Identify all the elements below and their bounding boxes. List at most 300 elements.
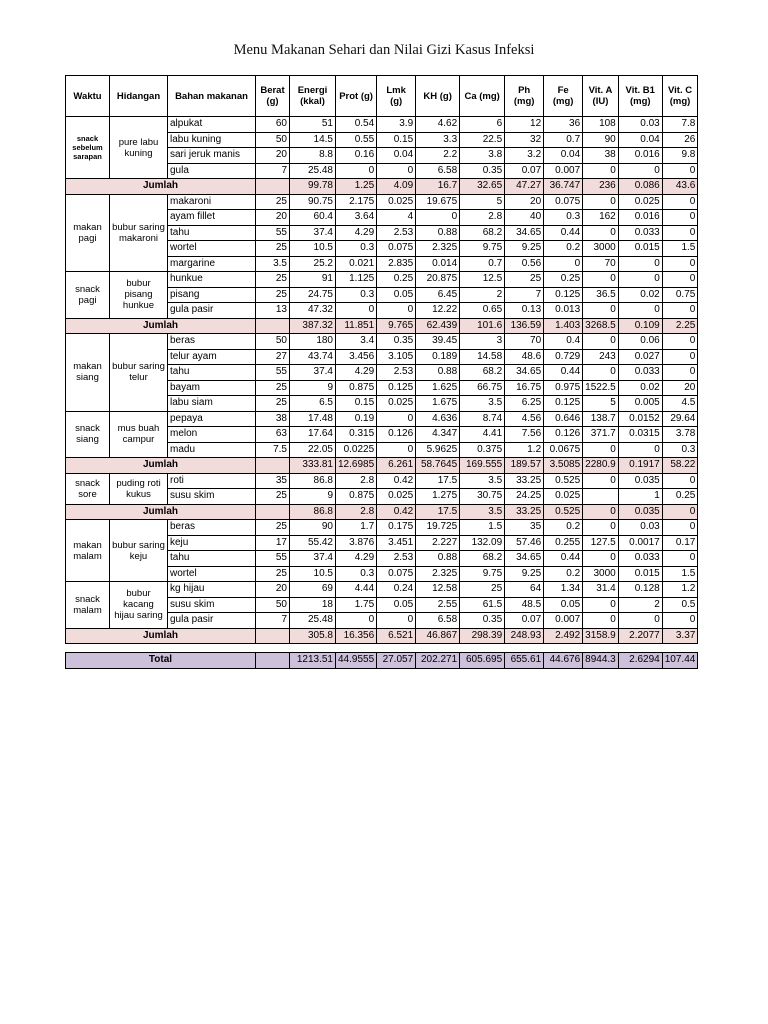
value-cell: 14.5 <box>290 132 336 148</box>
value-cell: 0.04 <box>618 132 662 148</box>
value-cell: 0.07 <box>505 163 544 179</box>
total-value: 1213.51 <box>290 653 336 669</box>
value-cell: 0 <box>336 613 377 629</box>
subtotal-value: 2.2077 <box>618 628 662 644</box>
value-cell: 8.74 <box>460 411 505 427</box>
value-cell: 0.125 <box>544 396 583 412</box>
value-cell: 24.25 <box>505 489 544 505</box>
value-cell: 1.7 <box>336 520 377 536</box>
table-row <box>66 334 698 350</box>
value-cell: 0.35 <box>460 613 505 629</box>
hidangan-cell: bubur pisang hunkue <box>110 272 168 319</box>
value-cell: 0.525 <box>544 473 583 489</box>
value-cell: 68.2 <box>460 365 505 381</box>
total-value: 107.44 <box>662 653 698 669</box>
value-cell: 47.32 <box>290 303 336 319</box>
value-cell: 1.75 <box>336 597 377 613</box>
subtotal-value: 58.22 <box>662 458 698 474</box>
subtotal-value: 236 <box>583 179 619 195</box>
value-cell: 6.58 <box>416 613 460 629</box>
value-cell: 51 <box>290 117 336 133</box>
value-cell: 0.075 <box>377 566 416 582</box>
value-cell: 37.4 <box>290 225 336 241</box>
value-cell: 90 <box>583 132 619 148</box>
value-cell: 0.025 <box>544 489 583 505</box>
value-cell: 55 <box>256 551 290 567</box>
value-cell: 6.25 <box>505 396 544 412</box>
subtotal-value: 9.765 <box>377 318 416 334</box>
food-name-cell: tahu <box>168 365 256 381</box>
value-cell: 0.02 <box>618 287 662 303</box>
col-header: Prot (g) <box>336 76 377 117</box>
value-cell: 3 <box>460 334 505 350</box>
value-cell: 0.2 <box>544 241 583 257</box>
value-cell: 50 <box>256 334 290 350</box>
value-cell: 0.07 <box>505 613 544 629</box>
value-cell: 0.255 <box>544 535 583 551</box>
value-cell: 16.75 <box>505 380 544 396</box>
hidangan-cell: pure labu kuning <box>110 117 168 179</box>
total-value: 202.271 <box>416 653 460 669</box>
value-cell: 0 <box>662 551 698 567</box>
value-cell: 25 <box>256 194 290 210</box>
food-name-cell: telur ayam <box>168 349 256 365</box>
value-cell: 0.125 <box>377 380 416 396</box>
value-cell: 34.65 <box>505 365 544 381</box>
value-cell: 25 <box>505 272 544 288</box>
value-cell: 3.5 <box>460 473 505 489</box>
value-cell: 32 <box>505 132 544 148</box>
total-label: Total <box>66 653 256 669</box>
value-cell: 33.25 <box>505 473 544 489</box>
value-cell: 0.0225 <box>336 442 377 458</box>
value-cell: 0 <box>377 411 416 427</box>
value-cell: 1.675 <box>416 396 460 412</box>
value-cell: 0 <box>618 163 662 179</box>
subtotal-value: 58.7645 <box>416 458 460 474</box>
value-cell: 0.06 <box>618 334 662 350</box>
value-cell: 26 <box>662 132 698 148</box>
value-cell: 0.016 <box>618 210 662 226</box>
value-cell: 0.0152 <box>618 411 662 427</box>
value-cell: 38 <box>256 411 290 427</box>
value-cell: 1.5 <box>460 520 505 536</box>
value-cell: 0 <box>662 210 698 226</box>
food-name-cell: susu skim <box>168 489 256 505</box>
subtotal-row <box>66 179 698 195</box>
value-cell: 0 <box>583 303 619 319</box>
col-header: Fe (mg) <box>544 76 583 117</box>
subtotal-value: 1.403 <box>544 318 583 334</box>
value-cell: 35 <box>256 473 290 489</box>
subtotal-value: 189.57 <box>505 458 544 474</box>
nutrition-table <box>65 75 698 669</box>
value-cell: 0 <box>583 442 619 458</box>
value-cell: 180 <box>290 334 336 350</box>
value-cell: 17.48 <box>290 411 336 427</box>
table-body <box>66 117 698 669</box>
waktu-cell: snack sore <box>66 473 110 504</box>
value-cell: 2.227 <box>416 535 460 551</box>
value-cell: 0 <box>662 473 698 489</box>
value-cell: 162 <box>583 210 619 226</box>
value-cell: 2.325 <box>416 241 460 257</box>
value-cell: 1.625 <box>416 380 460 396</box>
value-cell: 0.16 <box>336 148 377 164</box>
hidangan-cell: bubur saring keju <box>110 520 168 582</box>
value-cell: 25 <box>256 241 290 257</box>
hidangan-cell: bubur saring telur <box>110 334 168 412</box>
value-cell: 3.876 <box>336 535 377 551</box>
value-cell: 3.456 <box>336 349 377 365</box>
value-cell: 20 <box>256 582 290 598</box>
value-cell: 10.5 <box>290 566 336 582</box>
value-cell: 24.75 <box>290 287 336 303</box>
value-cell: 20 <box>256 210 290 226</box>
value-cell <box>256 653 290 669</box>
value-cell: 0 <box>618 613 662 629</box>
subtotal-value: 12.6985 <box>336 458 377 474</box>
subtotal-value: 2.492 <box>544 628 583 644</box>
value-cell <box>256 458 290 474</box>
value-cell: 3000 <box>583 566 619 582</box>
subtotal-value: 136.59 <box>505 318 544 334</box>
total-value: 44.9555 <box>336 653 377 669</box>
food-name-cell: makaroni <box>168 194 256 210</box>
value-cell: 5 <box>583 396 619 412</box>
value-cell: 48.6 <box>505 349 544 365</box>
value-cell: 0.075 <box>377 241 416 257</box>
table-row <box>66 520 698 536</box>
value-cell: 1.125 <box>336 272 377 288</box>
value-cell: 0 <box>618 303 662 319</box>
value-cell: 0.25 <box>377 272 416 288</box>
subtotal-value: 3268.5 <box>583 318 619 334</box>
value-cell: 0 <box>377 613 416 629</box>
value-cell: 3.9 <box>377 117 416 133</box>
value-cell: 0.02 <box>618 380 662 396</box>
subtotal-value: 305.8 <box>290 628 336 644</box>
value-cell: 64 <box>505 582 544 598</box>
value-cell: 25 <box>256 272 290 288</box>
subtotal-value: 62.439 <box>416 318 460 334</box>
value-cell: 60 <box>256 117 290 133</box>
value-cell: 25.48 <box>290 163 336 179</box>
food-name-cell: gula <box>168 163 256 179</box>
value-cell: 0.075 <box>544 194 583 210</box>
value-cell: 6.58 <box>416 163 460 179</box>
subtotal-value: 101.6 <box>460 318 505 334</box>
value-cell: 0.375 <box>460 442 505 458</box>
document-title: Menu Makanan Sehari dan Nilai Gizi Kasus Infeksi <box>233 42 535 58</box>
value-cell: 25 <box>256 520 290 536</box>
value-cell: 4.41 <box>460 427 505 443</box>
value-cell: 0.729 <box>544 349 583 365</box>
value-cell: 0 <box>544 256 583 272</box>
subtotal-value: 0.109 <box>618 318 662 334</box>
food-name-cell: hunkue <box>168 272 256 288</box>
subtotal-row <box>66 318 698 334</box>
value-cell: 27 <box>256 349 290 365</box>
value-cell: 0.315 <box>336 427 377 443</box>
value-cell: 3.4 <box>336 334 377 350</box>
value-cell: 13 <box>256 303 290 319</box>
value-cell: 0 <box>662 365 698 381</box>
subtotal-label: Jumlah <box>66 458 256 474</box>
subtotal-value: 3.5 <box>460 504 505 520</box>
value-cell: 19.725 <box>416 520 460 536</box>
value-cell: 2.175 <box>336 194 377 210</box>
value-cell: 0.025 <box>377 194 416 210</box>
col-header: Hidangan <box>110 76 168 117</box>
value-cell: 5 <box>460 194 505 210</box>
value-cell: 55 <box>256 225 290 241</box>
value-cell: 0.56 <box>505 256 544 272</box>
waktu-cell: snack pagi <box>66 272 110 319</box>
value-cell: 34.65 <box>505 225 544 241</box>
value-cell: 0.15 <box>336 396 377 412</box>
col-header: Ca (mg) <box>460 76 505 117</box>
value-cell: 29.64 <box>662 411 698 427</box>
value-cell: 8.8 <box>290 148 336 164</box>
value-cell: 6.45 <box>416 287 460 303</box>
value-cell: 14.58 <box>460 349 505 365</box>
value-cell: 1.2 <box>662 582 698 598</box>
value-cell: 0.126 <box>544 427 583 443</box>
value-cell: 2.53 <box>377 225 416 241</box>
value-cell: 0 <box>583 225 619 241</box>
food-name-cell: madu <box>168 442 256 458</box>
subtotal-value: 43.6 <box>662 179 698 195</box>
value-cell: 0.4 <box>544 334 583 350</box>
value-cell: 57.46 <box>505 535 544 551</box>
subtotal-value: 2.25 <box>662 318 698 334</box>
value-cell: 2.55 <box>416 597 460 613</box>
value-cell: 68.2 <box>460 551 505 567</box>
value-cell: 38 <box>583 148 619 164</box>
waktu-cell: snack siang <box>66 411 110 458</box>
value-cell: 0.007 <box>544 163 583 179</box>
value-cell: 0.128 <box>618 582 662 598</box>
value-cell: 0.04 <box>377 148 416 164</box>
table-row <box>66 411 698 427</box>
value-cell: 70 <box>505 334 544 350</box>
value-cell: 2.325 <box>416 566 460 582</box>
value-cell: 0.013 <box>544 303 583 319</box>
header-row <box>66 76 698 117</box>
total-value: 44.676 <box>544 653 583 669</box>
value-cell: 25.2 <box>290 256 336 272</box>
table-row <box>66 582 698 598</box>
value-cell: 1.2 <box>505 442 544 458</box>
value-cell: 4.29 <box>336 551 377 567</box>
value-cell: 0 <box>583 613 619 629</box>
food-name-cell: pisang <box>168 287 256 303</box>
value-cell <box>256 318 290 334</box>
value-cell: 0.88 <box>416 225 460 241</box>
value-cell: 90 <box>290 520 336 536</box>
value-cell: 1.275 <box>416 489 460 505</box>
value-cell: 0 <box>618 442 662 458</box>
food-name-cell: alpukat <box>168 117 256 133</box>
value-cell: 61.5 <box>460 597 505 613</box>
value-cell: 20 <box>256 148 290 164</box>
value-cell: 0.35 <box>460 163 505 179</box>
value-cell: 9.75 <box>460 566 505 582</box>
subtotal-value: 99.78 <box>290 179 336 195</box>
value-cell: 0.03 <box>618 520 662 536</box>
value-cell: 0.033 <box>618 365 662 381</box>
value-cell: 0.15 <box>377 132 416 148</box>
value-cell: 0.2 <box>544 520 583 536</box>
value-cell: 0 <box>377 442 416 458</box>
value-cell: 0.25 <box>662 489 698 505</box>
value-cell: 7 <box>505 287 544 303</box>
value-cell: 1.5 <box>662 241 698 257</box>
value-cell: 0.03 <box>618 117 662 133</box>
table-row <box>66 117 698 133</box>
value-cell: 0.5 <box>662 597 698 613</box>
subtotal-value: 0.086 <box>618 179 662 195</box>
value-cell: 2.8 <box>460 210 505 226</box>
subtotal-value: 0 <box>662 504 698 520</box>
waktu-cell: makan siang <box>66 334 110 412</box>
value-cell: 7.56 <box>505 427 544 443</box>
food-name-cell: wortel <box>168 241 256 257</box>
value-cell: 25 <box>256 380 290 396</box>
value-cell: 0 <box>662 334 698 350</box>
value-cell: 127.5 <box>583 535 619 551</box>
value-cell: 34.65 <box>505 551 544 567</box>
value-cell: 0.025 <box>377 396 416 412</box>
subtotal-value: 387.32 <box>290 318 336 334</box>
subtotal-value: 16.356 <box>336 628 377 644</box>
subtotal-value: 32.65 <box>460 179 505 195</box>
value-cell: 0 <box>377 303 416 319</box>
food-name-cell: labu siam <box>168 396 256 412</box>
food-name-cell: tahu <box>168 225 256 241</box>
col-header: Vit. C (mg) <box>662 76 698 117</box>
value-cell: 3.3 <box>416 132 460 148</box>
value-cell: 0.027 <box>618 349 662 365</box>
food-name-cell: pepaya <box>168 411 256 427</box>
value-cell: 60.4 <box>290 210 336 226</box>
spacer-row <box>66 644 698 653</box>
food-name-cell: roti <box>168 473 256 489</box>
subtotal-label: Jumlah <box>66 628 256 644</box>
subtotal-value: 298.39 <box>460 628 505 644</box>
subtotal-row <box>66 458 698 474</box>
value-cell: 1522.5 <box>583 380 619 396</box>
value-cell: 0.021 <box>336 256 377 272</box>
value-cell: 12.5 <box>460 272 505 288</box>
col-header: Berat (g) <box>256 76 290 117</box>
food-name-cell: melon <box>168 427 256 443</box>
value-cell: 0 <box>662 349 698 365</box>
value-cell: 3.78 <box>662 427 698 443</box>
value-cell: 3.451 <box>377 535 416 551</box>
subtotal-value: 0.42 <box>377 504 416 520</box>
value-cell: 0.55 <box>336 132 377 148</box>
hidangan-cell: mus buah campur <box>110 411 168 458</box>
value-cell: 9.8 <box>662 148 698 164</box>
value-cell: 0 <box>583 597 619 613</box>
value-cell: 20 <box>662 380 698 396</box>
value-cell: 17.64 <box>290 427 336 443</box>
value-cell <box>583 489 619 505</box>
value-cell: 9 <box>290 380 336 396</box>
value-cell: 10.5 <box>290 241 336 257</box>
food-name-cell: susu skim <box>168 597 256 613</box>
subtotal-value: 169.555 <box>460 458 505 474</box>
value-cell: 3000 <box>583 241 619 257</box>
value-cell: 0 <box>583 551 619 567</box>
value-cell: 25.48 <box>290 613 336 629</box>
food-name-cell: labu kuning <box>168 132 256 148</box>
col-header: Vit. A (IU) <box>583 76 619 117</box>
subtotal-value: 86.8 <box>290 504 336 520</box>
food-name-cell: gula pasir <box>168 303 256 319</box>
subtotal-label: Jumlah <box>66 179 256 195</box>
subtotal-value: 2280.9 <box>583 458 619 474</box>
value-cell: 0.65 <box>460 303 505 319</box>
value-cell: 0.033 <box>618 551 662 567</box>
value-cell: 0.44 <box>544 225 583 241</box>
value-cell: 9.25 <box>505 241 544 257</box>
value-cell: 0.126 <box>377 427 416 443</box>
value-cell: 4.62 <box>416 117 460 133</box>
value-cell: 50 <box>256 132 290 148</box>
value-cell: 0 <box>336 303 377 319</box>
value-cell: 69 <box>290 582 336 598</box>
value-cell: 0.44 <box>544 365 583 381</box>
value-cell: 0.3 <box>544 210 583 226</box>
subtotal-value: 3.5085 <box>544 458 583 474</box>
value-cell: 0.007 <box>544 613 583 629</box>
food-name-cell: beras <box>168 334 256 350</box>
value-cell: 48.5 <box>505 597 544 613</box>
value-cell: 0.035 <box>618 473 662 489</box>
value-cell: 35 <box>505 520 544 536</box>
food-name-cell: kg hijau <box>168 582 256 598</box>
value-cell: 91 <box>290 272 336 288</box>
value-cell: 50 <box>256 597 290 613</box>
value-cell: 0 <box>583 272 619 288</box>
subtotal-value: 33.25 <box>505 504 544 520</box>
value-cell: 0.05 <box>377 287 416 303</box>
value-cell: 0.3 <box>336 566 377 582</box>
value-cell: 0.05 <box>377 597 416 613</box>
value-cell: 0.54 <box>336 117 377 133</box>
value-cell: 0 <box>662 225 698 241</box>
value-cell: 22.05 <box>290 442 336 458</box>
value-cell: 4.44 <box>336 582 377 598</box>
value-cell: 0.025 <box>377 489 416 505</box>
value-cell: 0.646 <box>544 411 583 427</box>
food-name-cell: margarine <box>168 256 256 272</box>
value-cell: 2.8 <box>336 473 377 489</box>
value-cell: 36.5 <box>583 287 619 303</box>
food-name-cell: gula pasir <box>168 613 256 629</box>
value-cell: 7.5 <box>256 442 290 458</box>
value-cell: 0.025 <box>618 194 662 210</box>
value-cell: 0.05 <box>544 597 583 613</box>
value-cell: 0 <box>377 163 416 179</box>
value-cell: 12.58 <box>416 582 460 598</box>
hidangan-cell: bubur saring makaroni <box>110 194 168 272</box>
subtotal-value: 0.525 <box>544 504 583 520</box>
value-cell: 0.7 <box>544 132 583 148</box>
